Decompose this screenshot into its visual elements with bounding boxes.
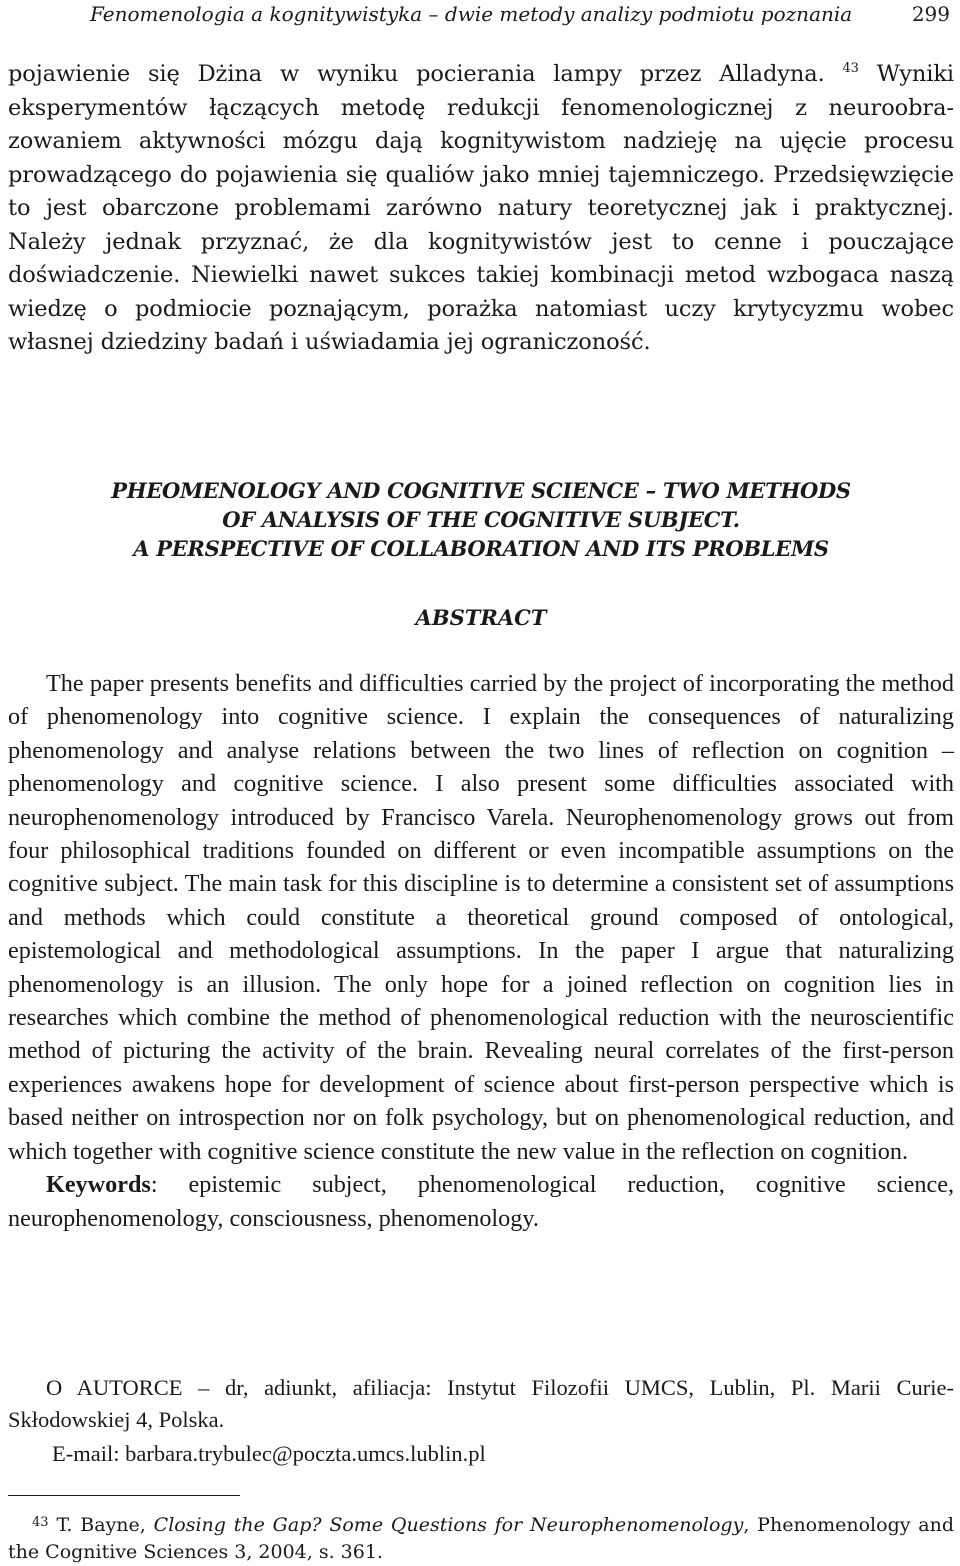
abstract [8,667,954,1235]
author-email[interactable]: E-mail: barbara.trybulec@poczta.umcs.lublin.pl [52,1441,486,1466]
keywords-label: Keywords [46,1171,151,1199]
keywords-paragraph [8,1168,954,1235]
title-line-2: OF ANALYSIS OF THE COGNITIVE SUBJECT. [222,507,740,532]
footnote-text-start: T. Bayne, [56,1514,154,1536]
author-text: – dr, adiunkt, afiliacja: Instytut Filozofii UMCS, Lublin, Pl. Marii Curie-Skłodowskiej 4, Polska. [8,1375,955,1432]
abstract-heading: ABSTRACT [415,605,547,630]
footnote-text-end: , Phenomenology and the Cognitive Sciences 3, 2004, s. 361. [8,1514,955,1563]
footnote-number: 43 [32,1515,49,1530]
page-number: 299 [911,2,950,26]
title-line-1: PHEOMENOLOGY AND COGNITIVE SCIENCE – TWO METHODS [111,478,851,503]
author-label: O AUTORCE [46,1375,183,1400]
body-text-rest: Wyniki eksperymentów łączących metodę redukcji fenomenologicznej z neuroobrazowaniem aktywności mózgu dają kognitywistom nadzieję na ujęcie procesu prowadzącego do pojawienia się qualiów jako mniej tajemniczego. Przedsięwzięcie to jest obarczone problemami zarówno natury teoretycznej jak i praktycznej. Należy jednak przyznać, że dla kognitywistów jest to cenne i pouczające doświadczenie. Niewielki nawet sukces takiej kombinacji metod wzbogaca naszą wiedzę o podmiocie poznającym, porażka natomiast uczy krytycyzmu wobec własnej dziedziny badań i uświadamia jej ograniczoność. [8,61,955,355]
footnote-divider [8,1495,240,1496]
body-text-start: pojawienie się Dżina w wyniku pocierania lampy przez Alladyna. [8,61,825,87]
footnote-cited-title: Closing the Gap? Some Questions for Neurophenomenology [153,1514,744,1536]
english-title [8,476,954,563]
footnote-reference[interactable]: 43 [842,61,859,76]
running-title: Fenomenologia a kognitywistyka – dwie metody analizy podmiotu poznania [90,2,853,26]
abstract-text: The paper presents benefits and difficulties carried by the project of incorporating the method of phenomenology into cognitive science. I explain the consequences of naturalizing phenomenology and analyse relations between the two lines of reflection on cognition – phenomenology and cognitive science. I also present some difficulties associated with neurophenomenology introduced by Francisco Varela. Neurophenomenology grows out from four philosophical traditions founded on different or even incompatible assumptions on the cognitive subject. The main task for this discipline is to determine a consistent set of assumptions and methods which could constitute a theoretical ground composed of ontological, epistemological and methodological assumptions. In the paper I argue that naturalizing phenomenology is an illusion. The only hope for a joined reflection on cognition lies in researches which combine the method of phenomenological reduction with the neuroscientific method of picturing the activity of the brain. Revealing neural correlates of the first-person experiences awakens hope for development of science about first-person perspective which is based neither on introspection nor on folk psychology, but on phenomenological reduction, and which together with cognitive science constitute the new value in the reflection on cognition. [8,670,954,1165]
author-note [8,1372,954,1436]
keywords-list: : epistemic subject, phenomenological reduction, cognitive science, neurophenomenology, consciousness, phenomenology. [8,1171,954,1232]
running-header [90,0,956,32]
body-paragraph [8,58,954,360]
footnote [8,1509,954,1566]
title-line-3: A PERSPECTIVE OF COLLABORATION AND ITS PROBLEMS [133,536,829,561]
